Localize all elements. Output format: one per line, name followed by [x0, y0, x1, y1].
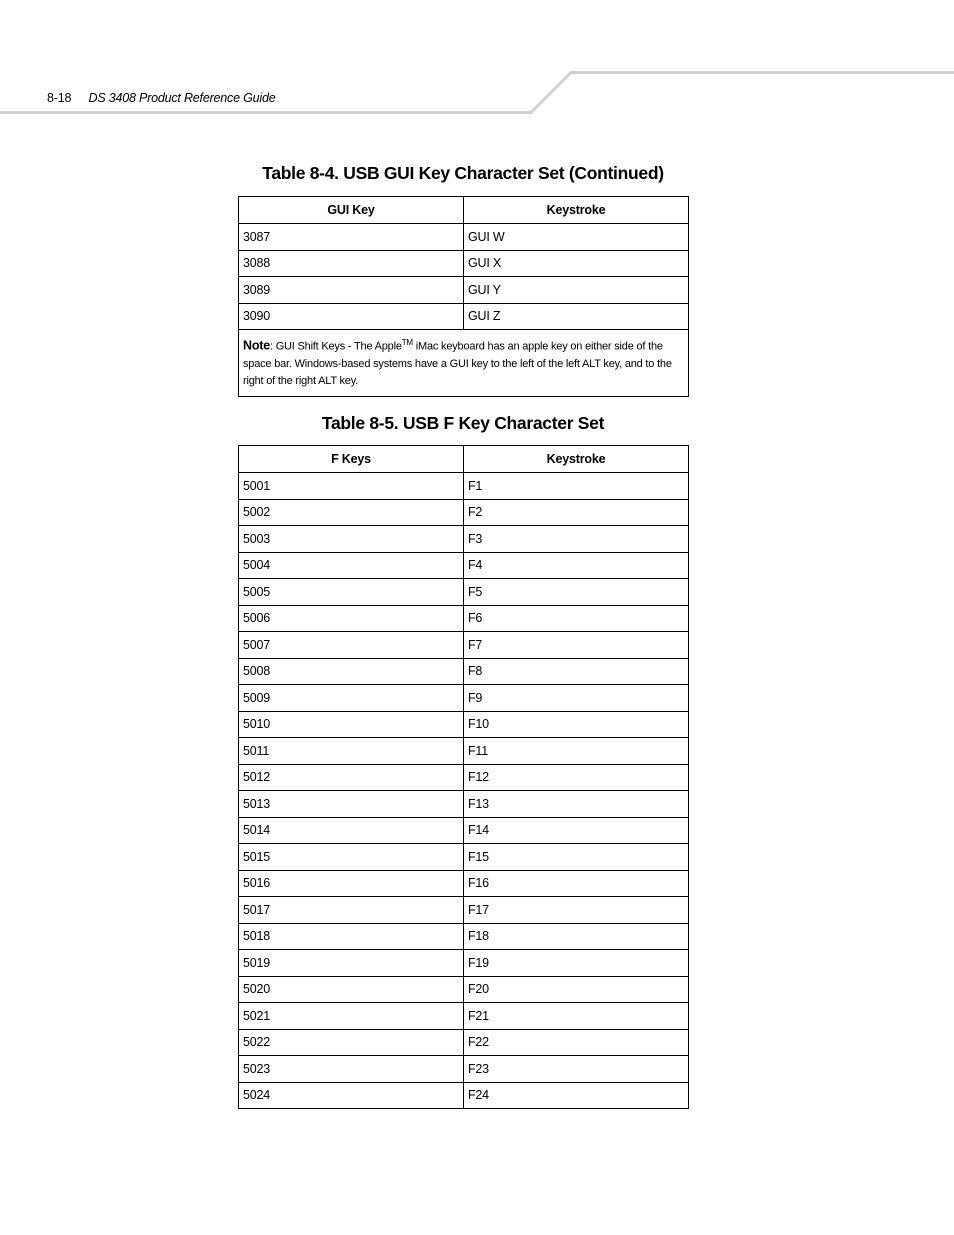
table-row — [239, 1082, 689, 1109]
keystroke-cell: F22 — [464, 1029, 689, 1056]
code-cell: 5003 — [239, 526, 464, 553]
table-row — [239, 224, 689, 251]
code-cell: 5001 — [239, 473, 464, 500]
column-header: F Keys — [239, 446, 464, 473]
keystroke-cell: F1 — [464, 473, 689, 500]
table-row — [239, 632, 689, 659]
keystroke-cell: GUI X — [464, 250, 689, 277]
keystroke-cell: F18 — [464, 923, 689, 950]
keystroke-cell: F23 — [464, 1056, 689, 1083]
note-text-continued: iMac keyboard has an apple key on either side of the space bar. Windows-based systems have a GUI key to the left of the left ALT key, and to the right of the right ALT key. — [243, 340, 672, 387]
table2-title: Table 8-5. USB F Key Character Set — [321, 413, 605, 433]
table-row — [239, 923, 689, 950]
code-cell: 3090 — [239, 303, 464, 330]
table-row — [239, 303, 689, 330]
note-row — [239, 330, 689, 397]
table-row — [239, 579, 689, 606]
code-cell: 5020 — [239, 976, 464, 1003]
keystroke-cell: F10 — [464, 711, 689, 738]
keystroke-cell: F4 — [464, 552, 689, 579]
keystroke-cell: F5 — [464, 579, 689, 606]
code-cell: 5011 — [239, 738, 464, 765]
f-key-table — [238, 445, 689, 1109]
table-row — [239, 950, 689, 977]
keystroke-cell: GUI W — [464, 224, 689, 251]
code-cell: 3088 — [239, 250, 464, 277]
header-rule — [0, 0, 954, 130]
note-text: : GUI Shift Keys - The Apple — [269, 340, 402, 353]
code-cell: 5016 — [239, 870, 464, 897]
column-header: Keystroke — [464, 446, 689, 473]
keystroke-cell: F14 — [464, 817, 689, 844]
table-header-row — [239, 197, 689, 224]
code-cell: 5007 — [239, 632, 464, 659]
page-number: 8-18 — [47, 91, 72, 105]
code-cell: 5010 — [239, 711, 464, 738]
code-cell: 5005 — [239, 579, 464, 606]
keystroke-cell: GUI Z — [464, 303, 689, 330]
keystroke-cell: F11 — [464, 738, 689, 765]
keystroke-cell: F21 — [464, 1003, 689, 1030]
code-cell: 5022 — [239, 1029, 464, 1056]
keystroke-cell: F3 — [464, 526, 689, 553]
table-row — [239, 1056, 689, 1083]
table-row — [239, 277, 689, 304]
table-row — [239, 817, 689, 844]
keystroke-cell: F20 — [464, 976, 689, 1003]
table-row — [239, 499, 689, 526]
column-header: Keystroke — [464, 197, 689, 224]
code-cell: 3087 — [239, 224, 464, 251]
table-row — [239, 552, 689, 579]
code-cell: 3089 — [239, 277, 464, 304]
keystroke-cell: F17 — [464, 897, 689, 924]
table-row — [239, 791, 689, 818]
code-cell: 5018 — [239, 923, 464, 950]
code-cell: 5009 — [239, 685, 464, 712]
note-cell — [239, 330, 689, 397]
table-row — [239, 250, 689, 277]
table-row — [239, 1029, 689, 1056]
keystroke-cell: F15 — [464, 844, 689, 871]
trademark-mark: TM — [401, 338, 413, 347]
keystroke-cell: F19 — [464, 950, 689, 977]
code-cell: 5021 — [239, 1003, 464, 1030]
code-cell: 5014 — [239, 817, 464, 844]
table-row — [239, 685, 689, 712]
code-cell: 5017 — [239, 897, 464, 924]
table-row — [239, 870, 689, 897]
table-row — [239, 473, 689, 500]
keystroke-cell: F6 — [464, 605, 689, 632]
code-cell: 5023 — [239, 1056, 464, 1083]
table-header-row — [239, 446, 689, 473]
table1-title: Table 8-4. USB GUI Key Character Set (Continued) — [262, 163, 664, 183]
column-header: GUI Key — [239, 197, 464, 224]
table-row — [239, 844, 689, 871]
table-row — [239, 897, 689, 924]
table-row — [239, 976, 689, 1003]
table-row — [239, 658, 689, 685]
guide-title: DS 3408 Product Reference Guide — [88, 91, 276, 105]
keystroke-cell: F8 — [464, 658, 689, 685]
table-row — [239, 605, 689, 632]
code-cell: 5008 — [239, 658, 464, 685]
keystroke-cell: F9 — [464, 685, 689, 712]
keystroke-cell: F13 — [464, 791, 689, 818]
keystroke-cell: F7 — [464, 632, 689, 659]
keystroke-cell: F24 — [464, 1082, 689, 1109]
table-row — [239, 764, 689, 791]
keystroke-cell: GUI Y — [464, 277, 689, 304]
keystroke-cell: F12 — [464, 764, 689, 791]
table-row — [239, 711, 689, 738]
keystroke-cell: F16 — [464, 870, 689, 897]
code-cell: 5004 — [239, 552, 464, 579]
code-cell: 5019 — [239, 950, 464, 977]
code-cell: 5002 — [239, 499, 464, 526]
code-cell: 5015 — [239, 844, 464, 871]
code-cell: 5013 — [239, 791, 464, 818]
table-row — [239, 1003, 689, 1030]
code-cell: 5024 — [239, 1082, 464, 1109]
table-row — [239, 526, 689, 553]
keystroke-cell: F2 — [464, 499, 689, 526]
note-label: Note — [243, 338, 270, 353]
code-cell: 5012 — [239, 764, 464, 791]
running-header — [47, 91, 275, 105]
gui-key-table — [238, 196, 689, 397]
code-cell: 5006 — [239, 605, 464, 632]
table-row — [239, 738, 689, 765]
